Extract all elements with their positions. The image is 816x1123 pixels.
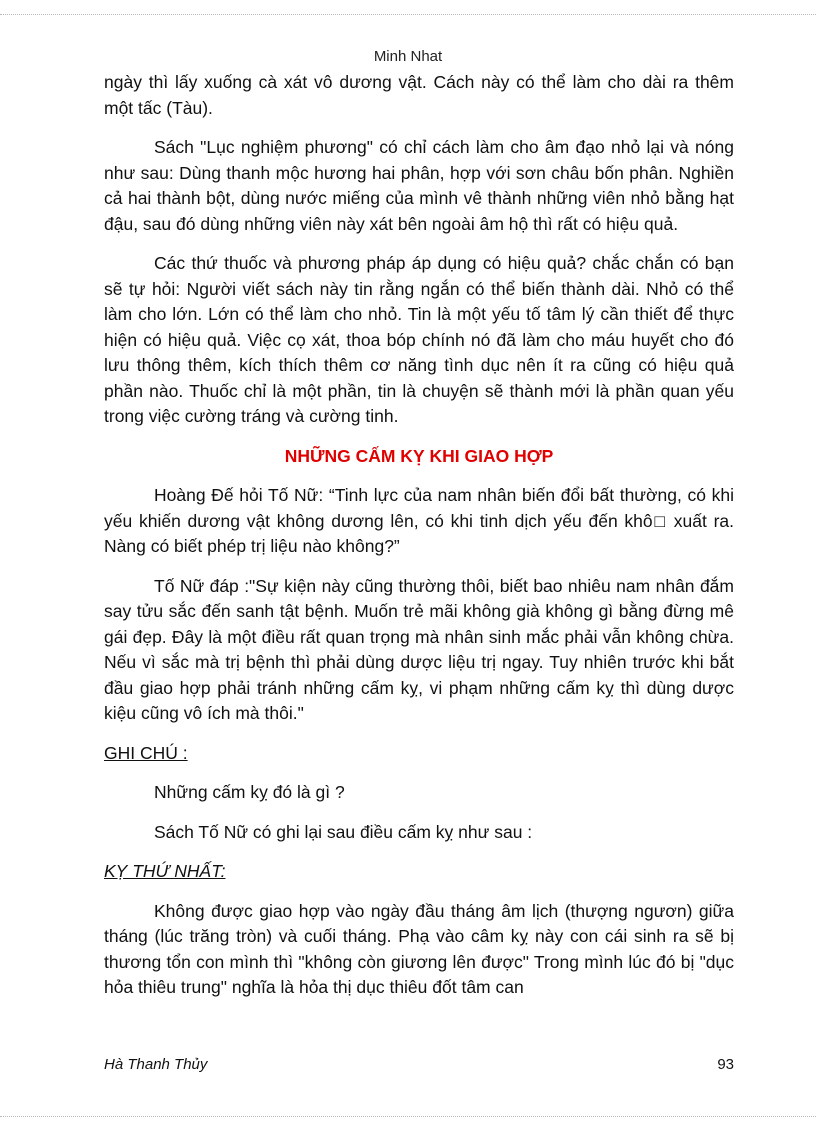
paragraph: Các thứ thuốc và phương pháp áp dụng có hiệu quả? chắc chắn có bạn sẽ tự hỏi: Người viết sách này tin rằng ngắn có thể biến thành dài. Nhỏ có thể làm cho lớn. Lớn có thể làm cho nhỏ. Tin là một yếu tố tâm lý cần thiết để thực hiện có hiệu quả. Việc cọ xát, thoa bóp chính nó đã làm cho máu huyết cho đó lưu thông thêm, kích thích thêm cơ năng tình dục nên ít ra cũng có hiệu quả phần nào. Thuốc chỉ là một phần, tin là chuyện sẽ thành mới là phần quan yếu trong việc cường tráng và cường tinh. <box>104 253 734 426</box>
footer-author: Hà Thanh Thủy <box>104 1056 208 1073</box>
paragraph: ngày thì lấy xuống cà xát vô dương vật. Cách này có thể làm cho dài ra thêm một tấc (Tàu). <box>104 72 734 118</box>
top-dotted-rule <box>0 14 816 15</box>
note-label: GHI CHÚ : <box>104 742 188 763</box>
paragraph: Không được giao hợp vào ngày đầu tháng âm lịch (thượng ngươn) giữa tháng (lúc trăng tròn) và cuối tháng. Phạ vào câm kỵ này con cái sinh ra sẽ bị thương tổn con mình thì "không còn giương lên được" Trong mình lúc đó bị "dục hỏa thiêu trung" nghĩa là hỏa thị dục thiêu đốt tâm can <box>104 900 734 997</box>
paragraph: Tố Nữ đáp :"Sự kiện này cũng thường thôi, biết bao nhiêu nam nhân đắm say tửu sắc đến sanh tật bệnh. Muốn trẻ mãi không già không gì bằng đừng mê gái đẹp. Đây là một điều rất quan trọng mà nhân sinh mắc phải vẫn không chừa. Nếu vì sắc mà trị bệnh thì phải dùng dược liệu trị ngay. Tuy nhiên trước khi bắt đầu giao hợp phải tránh những cấm kỵ, vi phạm những cấm kỵ thì dùng dược kiệu cũng vô ích mà thôi." <box>104 575 734 723</box>
page-footer <box>104 1056 734 1073</box>
page-number: 93 <box>717 1056 734 1073</box>
paragraph: Sách Tố Nữ có ghi lại sau điều cấm kỵ như sau : <box>154 821 533 842</box>
paragraph: Những cấm kỵ đó là gì ? <box>154 782 345 802</box>
rule-heading: KỴ THỨ NHẤT: <box>104 861 226 881</box>
paragraph: Sách "Lục nghiệm phương" có chỉ cách làm cho âm đạo nhỏ lại và nóng như sau: Dùng thanh mộc hương hai phân, hợp với sơn châu bốn phân. Nghiền cả hai thành bột, dùng nước miếng của mình vê thành những viên nhỏ bằng hạt đậu, sau đó dùng những viên này xát bên ngoài âm hộ thì rất có hiệu quả. <box>104 137 734 234</box>
page-body <box>104 70 734 1015</box>
running-header: Minh Nhat <box>373 48 443 65</box>
bottom-dotted-rule <box>0 1116 816 1117</box>
section-heading: NHỮNG CẤM KỴ KHI GIAO HỢP <box>284 445 554 466</box>
paragraph: Hoàng Đế hỏi Tố Nữ: “Tinh lực của nam nhân biến đổi bất thường, có khi yếu khiến dương vật không dương lên, có khi tinh dịch yếu đến khô□ xuất ra. Nàng có biết phép trị liệu nào không?” <box>104 485 734 556</box>
